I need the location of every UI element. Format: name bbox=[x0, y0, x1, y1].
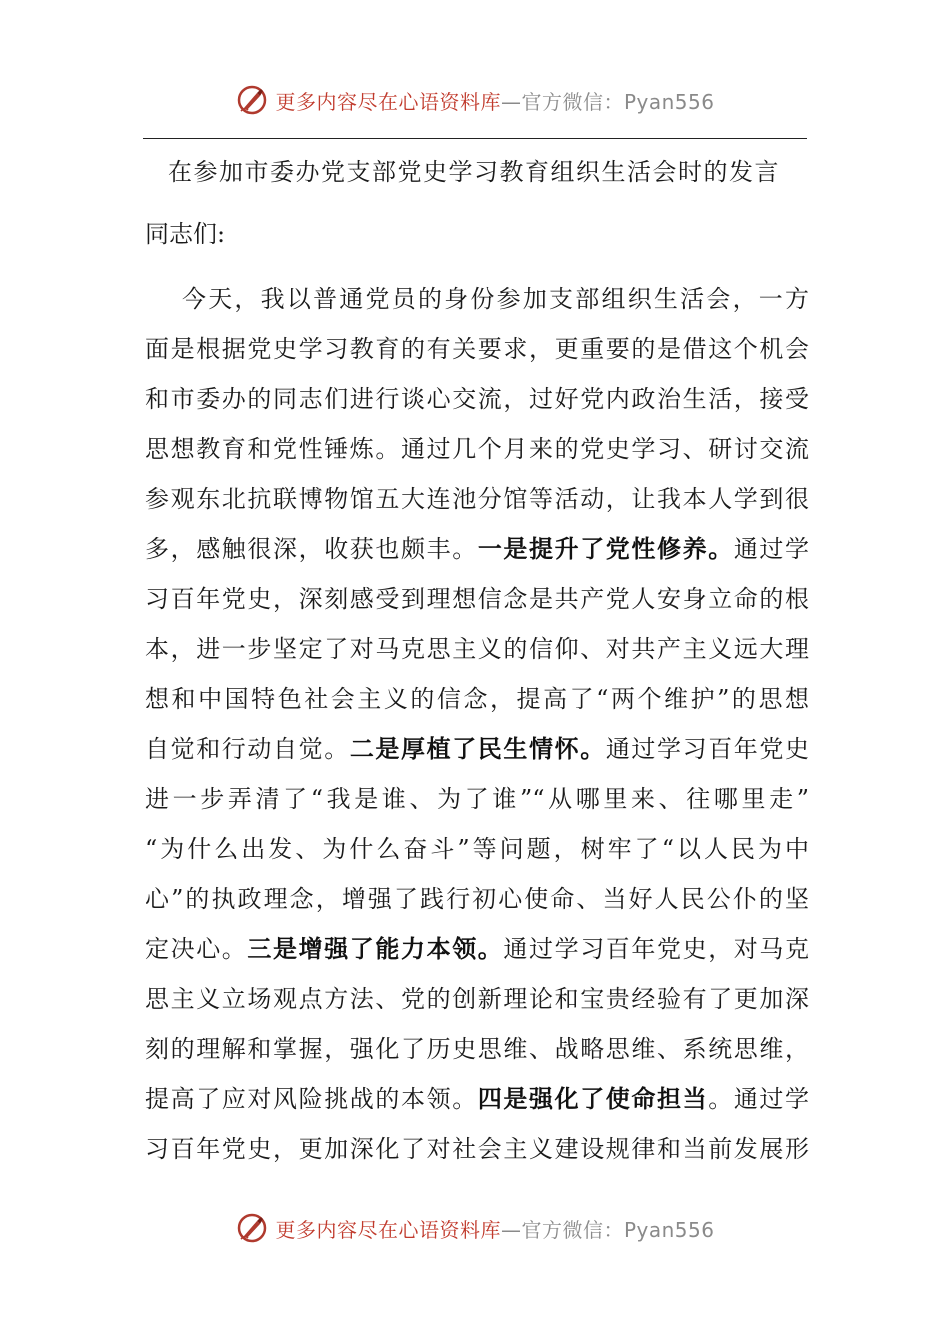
text-line: 习百年党史，深刻感受到理想信念是共产党人安身立命的根 bbox=[145, 585, 809, 613]
text-line: 心”的执政理念，增强了践行初心使命、当好人民公仆的坚 bbox=[145, 885, 809, 913]
text-line: 参观东北抗联博物馆五大连池分馆等活动，让我本人学到很 bbox=[145, 485, 809, 513]
text-line: 面是根据党史学习教育的有关要求，更重要的是借这个机会 bbox=[145, 335, 809, 363]
text-line: 进一步弄清了“我是谁、为了谁”“从哪里来、往哪里走” bbox=[145, 785, 809, 813]
footer-banner bbox=[0, 1208, 950, 1248]
document-title: 在参加市委办党支部党史学习教育组织生活会时的发言 bbox=[168, 158, 780, 186]
text-line: 思主义立场观点方法、党的创新理论和宝贵经验有了更加深 bbox=[145, 985, 809, 1013]
text-line: 提高了应对风险挑战的本领。四是强化了使命担当。通过学 bbox=[145, 1084, 810, 1113]
text-line: “为什么出发、为什么奋斗”等问题，树牢了“以人民为中 bbox=[145, 835, 809, 863]
footer-banner-text: 更多内容尽在心语资料库—官方微信：Pyan556 bbox=[275, 1217, 715, 1242]
text-line: 自觉和行动自觉。二是厚植了民生情怀。通过学习百年党史 bbox=[145, 734, 810, 763]
text-line: 习百年党史，更加深化了对社会主义建设规律和当前发展形 bbox=[145, 1135, 809, 1163]
emphasis-point-2: 二是厚植了民生情怀。 bbox=[349, 734, 606, 763]
emphasis-point-1: 一是提升了党性修养。 bbox=[477, 534, 734, 563]
text-line: 和市委办的同志们进行谈心交流，过好党内政治生活，接受 bbox=[145, 385, 809, 413]
emphasis-point-3: 三是增强了能力本领。 bbox=[247, 934, 504, 963]
salutation: 同志们: bbox=[145, 220, 226, 248]
pen-logo-icon bbox=[235, 83, 269, 117]
pen-logo-icon bbox=[235, 1211, 269, 1245]
text-line: 定决心。三是增强了能力本领。通过学习百年党史，对马克 bbox=[145, 934, 810, 963]
text-line: 想和中国特色社会主义的信念，提高了“两个维护”的思想 bbox=[145, 685, 809, 713]
emphasis-point-4: 四是强化了使命担当 bbox=[477, 1084, 709, 1113]
header-banner bbox=[0, 80, 950, 120]
text-line: 本，进一步坚定了对马克思主义的信仰、对共产主义远大理 bbox=[145, 635, 809, 663]
text-line: 刻的理解和掌握，强化了历史思维、战略思维、系统思维， bbox=[145, 1035, 809, 1063]
text-line: 多，感触很深，收获也颇丰。一是提升了党性修养。通过学 bbox=[145, 534, 810, 563]
text-line: 今天，我以普通党员的身份参加支部组织生活会，一方 bbox=[182, 285, 809, 313]
document-body bbox=[145, 274, 809, 1174]
header-divider bbox=[143, 138, 807, 139]
text-line: 思想教育和党性锤炼。通过几个月来的党史学习、研讨交流 bbox=[145, 435, 809, 463]
header-banner-text: 更多内容尽在心语资料库—官方微信：Pyan556 bbox=[275, 89, 715, 114]
